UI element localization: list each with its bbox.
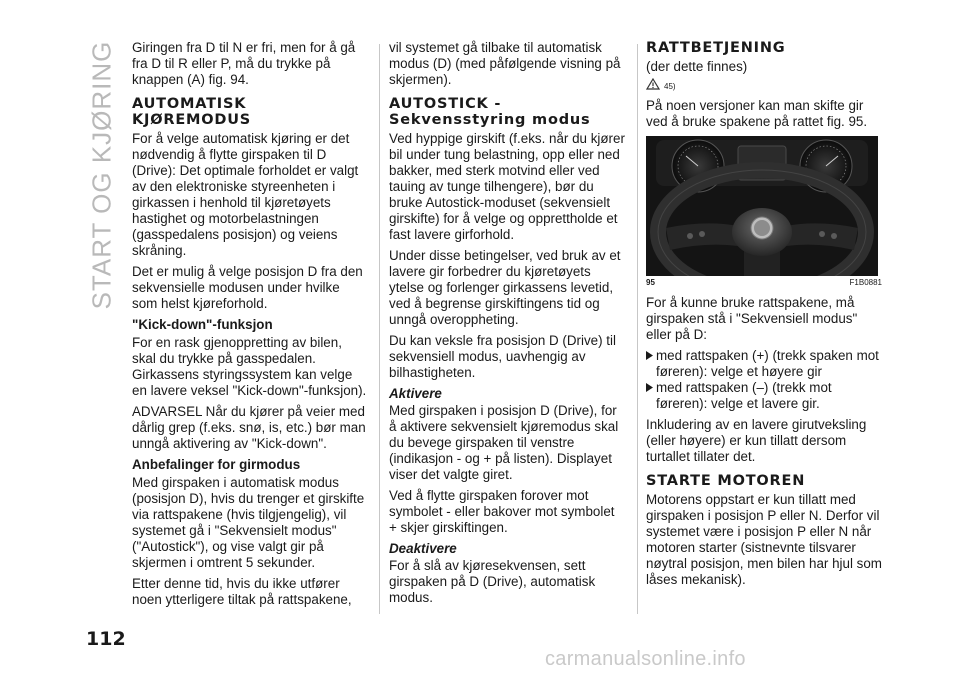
subheading-kick-down: "Kick-down"-funksjon xyxy=(132,317,273,332)
figure-code: F1B0881 xyxy=(849,278,882,287)
figure-caption xyxy=(646,278,882,287)
paragraph: For å slå av kjøresekvensen, sett girspaken på D (Drive), automatisk modus. xyxy=(389,558,596,605)
paragraph: Ved hyppige girskift (f.eks. når du kjører bil under tung belastning, opp eller ned bakker, med sterk motvind eller ved tauing av tunge tilhengere), bør du bruke Autostick-moduset (sekvensielt girskifte) for å velge og opprettholde et fast lavere girforhold. xyxy=(389,131,625,242)
warning-number: 45) xyxy=(664,81,676,91)
list-item xyxy=(646,348,882,380)
paragraph: Giringen fra D til N er fri, men for å gå fra D til R eller P, må du trykke på knappen (A) fig. 94. xyxy=(132,40,356,87)
paragraph: Med girspaken i posisjon D (Drive), for å aktivere sekvensielt kjøremodus skal du bevege girspaken til venstre (indikasjon - og + på listen). Displayet viser det valgte giret. xyxy=(389,403,619,482)
paragraph: Under disse betingelser, ved bruk av et lavere gir forbedrer du kjøretøyets ytelse og forlenger girkassens levetid, ved å begrense girskiftingens tid og unngå overoppheting. xyxy=(389,248,621,327)
list-item xyxy=(646,380,882,412)
bullet-arrow-icon xyxy=(646,380,656,392)
paragraph: Inkludering av en lavere girutveksling (eller høyere) er kun tillatt dersom turtallet tillater det. xyxy=(646,417,867,464)
chapter-title xyxy=(82,40,122,310)
steering-wheel-figure xyxy=(646,136,878,276)
chapter-title-text: START OG KJØRING xyxy=(86,40,117,310)
paragraph: Med girspaken i automatisk modus (posisjon D), hvis du trenger et girskifte via rattspakene (hvis tilgjengelig), vil systemet gå i "Sekvensielt modus" ("Autostick"), og vise valgt gir på skjermen i omtrent 5 sekunder. xyxy=(132,475,365,570)
section-heading-start-engine: STARTE MOTOREN xyxy=(646,473,806,489)
column-3 xyxy=(646,40,882,593)
subheading-deactivate: Deaktivere xyxy=(389,541,457,556)
page-number: 112 xyxy=(86,628,126,650)
column-divider xyxy=(379,44,380,614)
warning-icon xyxy=(646,77,660,95)
warning-reference xyxy=(646,77,882,95)
column-1 xyxy=(132,40,368,613)
figure-number: 95 xyxy=(646,278,655,287)
section-heading-automatic-mode: AUTOMATISK KJØREMODUS xyxy=(132,96,252,128)
paragraph: Motorens oppstart er kun tillatt med girspaken i posisjon P eller N. Derfor vil systemet være i posisjon P eller N når motoren starter (sistnevnte tilsvarer nøytral posisjon, men bilen har hjul som låses mekanisk). xyxy=(646,492,882,587)
section-heading-steering-controls: RATTBETJENING xyxy=(646,40,786,56)
paragraph: For en rask gjenoppretting av bilen, skal du trykke på gasspedalen. Girkassens styringssystem kan velge en lavere veksel "Kick-down"-funksjon). xyxy=(132,335,367,398)
subheading-activate: Aktivere xyxy=(389,386,442,401)
watermark: carmanualsonline.info xyxy=(545,648,746,670)
warning-paragraph: ADVARSEL Når du kjører på veier med dårlig grep (f.eks. snø, is, etc.) bør man unngå aktivering av "Kick-down". xyxy=(132,404,366,451)
paragraph: For å kunne bruke rattspakene, må girspaken stå i "Sekvensiell modus" eller på D: xyxy=(646,295,858,342)
list-item-text: med rattspaken (–) (trekk mot føreren): velge et lavere gir. xyxy=(656,380,832,411)
paragraph: Du kan veksle fra posisjon D (Drive) til sekvensiell modus, uavhengig av bilhastigheten. xyxy=(389,333,616,380)
paragraph: For å velge automatisk kjøring er det nødvendig å flytte girspaken til D (Drive): Det optimale forholdet er valgt av den elektroniske styreenheten i girkassen i henhold til kjøretøyets hastighet og motorbelastningen (gasspedalens posisjon) og veiens skråning. xyxy=(132,131,359,258)
column-2 xyxy=(389,40,625,611)
bullet-arrow-icon xyxy=(646,348,656,360)
paragraph: På noen versjoner kan man skifte gir ved å bruke spakene på rattet fig. 95. xyxy=(646,98,868,129)
paragraph: vil systemet gå tilbake til automatisk modus (D) (med påfølgende visning på skjermen). xyxy=(389,40,621,87)
subheading-recommendations: Anbefalinger for girmodus xyxy=(132,457,301,472)
list-item-text: med rattspaken (+) (trekk spaken mot føreren): velge et høyere gir xyxy=(656,348,879,379)
paragraph: Det er mulig å velge posisjon D fra den sekvensielle modusen under hvilke som helst kjøreforhold. xyxy=(132,264,363,311)
paragraph: Ved å flytte girspaken forover mot symbolet - eller bakover mot symbolet + skjer girskiftingen. xyxy=(389,488,615,535)
paragraph: (der dette finnes) xyxy=(646,59,748,74)
section-heading-autostick: AUTOSTICK - Sekvensstyring modus xyxy=(389,96,591,128)
column-divider xyxy=(637,44,638,614)
paragraph: Etter denne tid, hvis du ikke utfører noen ytterligere tiltak på rattspakene, xyxy=(132,576,352,607)
